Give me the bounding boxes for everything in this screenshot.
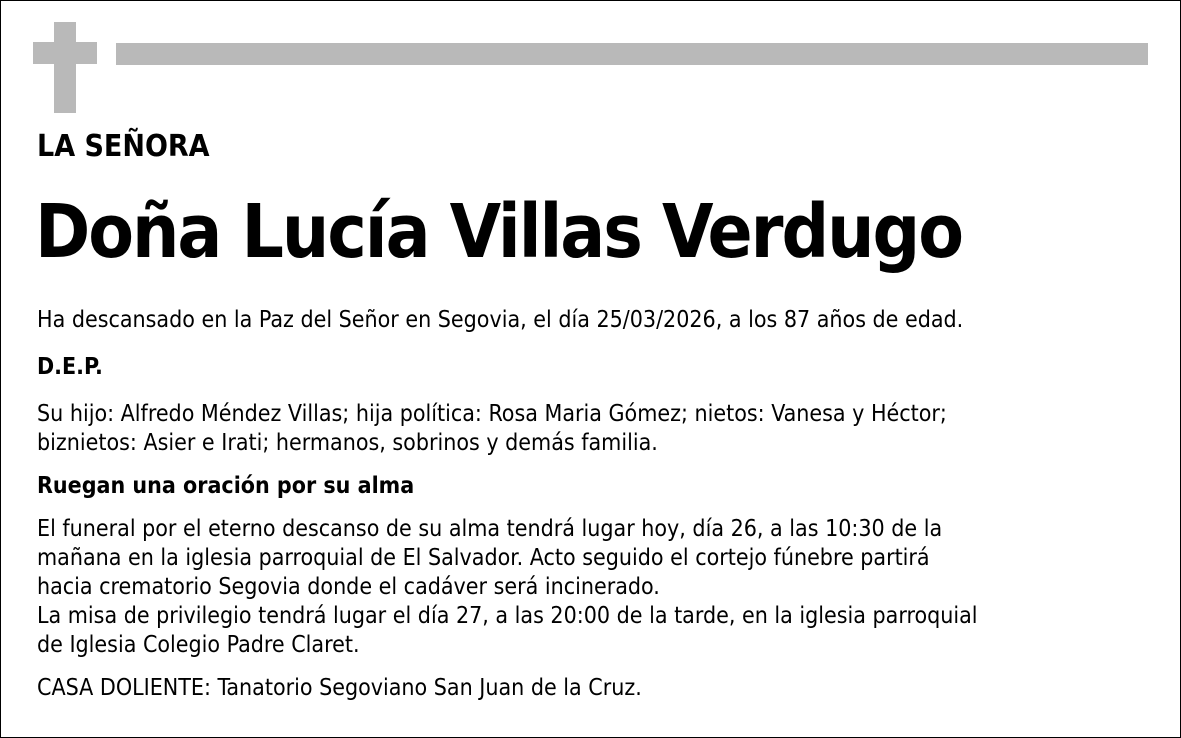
funeral-line: de Iglesia Colegio Padre Claret. [37,632,360,658]
family-line: biznietos: Asier e Irati; hermanos, sobrinos y demás familia. [37,430,658,456]
funeral-line: hacia crematorio Segovia donde el cadáver será incinerado. [37,574,660,600]
cross-horizontal-bar [33,42,97,64]
funeral-line: La misa de privilegio tendrá lugar el día 27, a las 20:00 de la tarde, en la iglesia parroquial [37,603,978,629]
cross-vertical-bar [54,22,76,113]
announcement-text: Ha descansado en la Paz del Señor en Segovia, el día 25/03/2026, a los 87 años de edad. [37,307,964,333]
funeral-line: mañana en la iglesia parroquial de El Salvador. Acto seguido el cortejo fúnebre partirá [37,545,930,571]
prayer-heading: Ruegan una oración por su alma [37,473,415,499]
funeral-paragraph [37,515,1157,660]
dep-label: D.E.P. [37,354,103,380]
family-paragraph [37,400,1157,458]
family-line: Su hijo: Alfredo Méndez Villas; hija política: Rosa Maria Gómez; nietos: Vanesa y Héctor; [37,401,947,427]
funeral-line: El funeral por el eterno descanso de su alma tendrá lugar hoy, día 26, a las 10:30 de la [37,516,943,542]
casa-doliente: CASA DOLIENTE: Tanatorio Segoviano San Juan de la Cruz. [37,675,642,701]
deceased-name: Doña Lucía Villas Verdugo [35,189,962,275]
header-divider-bar [116,43,1148,65]
pre-title: LA SEÑORA [37,129,210,164]
